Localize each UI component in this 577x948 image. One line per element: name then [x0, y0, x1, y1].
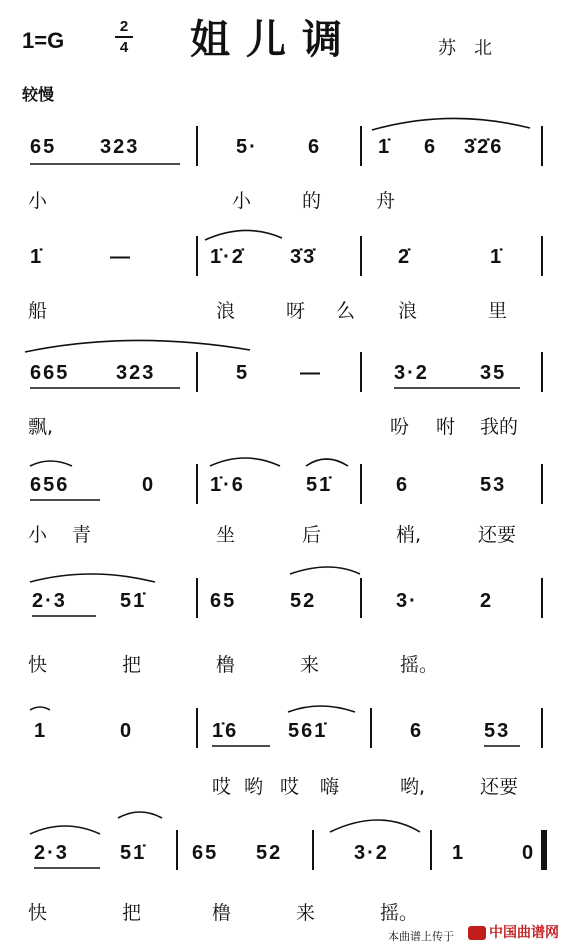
lyric: 摇。 — [400, 654, 439, 676]
note-group: 323 — [100, 136, 140, 158]
lyric: 还要 — [480, 776, 519, 798]
lyric: 的 — [302, 190, 322, 212]
note-group: 0 — [522, 842, 536, 864]
note-group: — — [300, 362, 322, 384]
lyric: 坐 — [216, 524, 236, 546]
note-group: 0 — [142, 474, 156, 496]
note-group: 1̇·6 — [210, 474, 245, 496]
note-group: 1 — [34, 720, 48, 742]
note-group: 6 — [308, 136, 322, 158]
note-group: 3·2 — [394, 362, 429, 384]
note-group: 3· — [396, 590, 418, 612]
slur — [30, 574, 155, 582]
note-group: 1̇·2̇ — [210, 246, 245, 268]
lyric: 浪 — [398, 300, 418, 322]
slur — [288, 706, 355, 712]
note-group: 2·3 — [32, 590, 67, 612]
note-group: 51̇ — [120, 590, 147, 612]
lyric: 么 — [336, 300, 356, 322]
song-title: 姐儿调 — [190, 16, 358, 63]
lyric: 小 — [28, 524, 48, 546]
lyric: 摇。 — [380, 902, 419, 924]
note-group: 665 — [30, 362, 70, 384]
site-logo — [468, 922, 559, 942]
note-group: 53 — [484, 720, 511, 742]
lyric: 来 — [296, 902, 316, 924]
lyric: 后 — [302, 524, 322, 546]
lyric: 哟 — [244, 776, 264, 798]
slur — [30, 461, 72, 466]
lyric: 哎 — [212, 776, 232, 798]
song-origin: 苏北 — [438, 38, 510, 59]
key-signature: 1=G — [22, 28, 65, 53]
note-group: 5· — [236, 136, 258, 158]
lyric: 青 — [72, 524, 92, 546]
note-group: 51̇ — [306, 474, 333, 496]
note-group: 2 — [480, 590, 494, 612]
lyric: 嗨 — [320, 776, 340, 798]
tempo-marking: 较慢 — [22, 85, 55, 104]
lyric: 小 — [232, 190, 252, 212]
note-group: 323 — [116, 362, 156, 384]
note-group: 5 — [236, 362, 250, 384]
lyric: 来 — [300, 654, 320, 676]
lyric: 舟 — [376, 190, 396, 212]
note-group: 52 — [290, 590, 317, 612]
lyric: 呀 — [286, 300, 306, 322]
lyric: 把 — [122, 654, 142, 676]
note-group: 1̇ — [490, 246, 504, 268]
note-group: 6 — [424, 136, 438, 158]
note-group: 3·2 — [354, 842, 389, 864]
note-group: — — [110, 246, 132, 268]
note-group: 1 — [452, 842, 466, 864]
slur — [290, 567, 360, 574]
note-group: 2·3 — [34, 842, 69, 864]
lyric: 把 — [122, 902, 142, 924]
note-group: 3̇3̇ — [290, 246, 317, 268]
lyric: 橹 — [216, 654, 236, 676]
note-group: 1̇ — [378, 136, 392, 158]
lyric: 里 — [488, 300, 508, 322]
note-group: 1̇6 — [212, 720, 239, 742]
slur — [372, 118, 530, 130]
note-group: 65 — [192, 842, 219, 864]
note-group: 53 — [480, 474, 507, 496]
note-group: 1̇ — [30, 246, 44, 268]
note-group: 65 — [210, 590, 237, 612]
time-signature-top: 2 — [119, 18, 129, 35]
lyric: 橹 — [212, 902, 232, 924]
slur — [205, 230, 282, 240]
lyric: 小 — [28, 190, 48, 212]
site-logo-icon — [468, 926, 486, 940]
note-group: 6 — [410, 720, 424, 742]
slur — [30, 707, 50, 710]
lyric: 吩 — [390, 416, 410, 438]
slur — [30, 826, 100, 834]
lyric: 梢, — [396, 524, 422, 546]
site-name: 中国曲谱网 — [489, 925, 559, 941]
lyric: 浪 — [216, 300, 236, 322]
note-group: 35 — [480, 362, 507, 384]
note-group: 0 — [120, 720, 134, 742]
lyric: 飘, — [28, 416, 54, 438]
note-group: 65 — [30, 136, 57, 158]
slur — [25, 340, 250, 352]
lyric: 哎 — [280, 776, 300, 798]
note-group: 6 — [396, 474, 410, 496]
lyric: 快 — [28, 654, 48, 676]
slur — [210, 458, 280, 466]
lyric: 我的 — [480, 416, 519, 438]
note-group: 656 — [30, 474, 70, 496]
lyric: 快 — [28, 902, 48, 924]
slur — [306, 459, 348, 466]
note-group: 52 — [256, 842, 283, 864]
lyric: 咐 — [436, 416, 456, 438]
slur — [330, 820, 420, 832]
note-group: 3̇2̇6 — [464, 136, 504, 158]
lyric: 船 — [28, 300, 48, 322]
slur — [118, 812, 162, 818]
note-group: 2̇ — [398, 246, 412, 268]
lyric: 哟, — [400, 776, 426, 798]
lyric: 还要 — [478, 524, 517, 546]
note-group: 561̇ — [288, 720, 328, 742]
note-group: 51̇ — [120, 842, 147, 864]
upload-note: 本曲谱上传于 — [388, 930, 454, 943]
time-signature-bottom: 4 — [119, 39, 129, 56]
